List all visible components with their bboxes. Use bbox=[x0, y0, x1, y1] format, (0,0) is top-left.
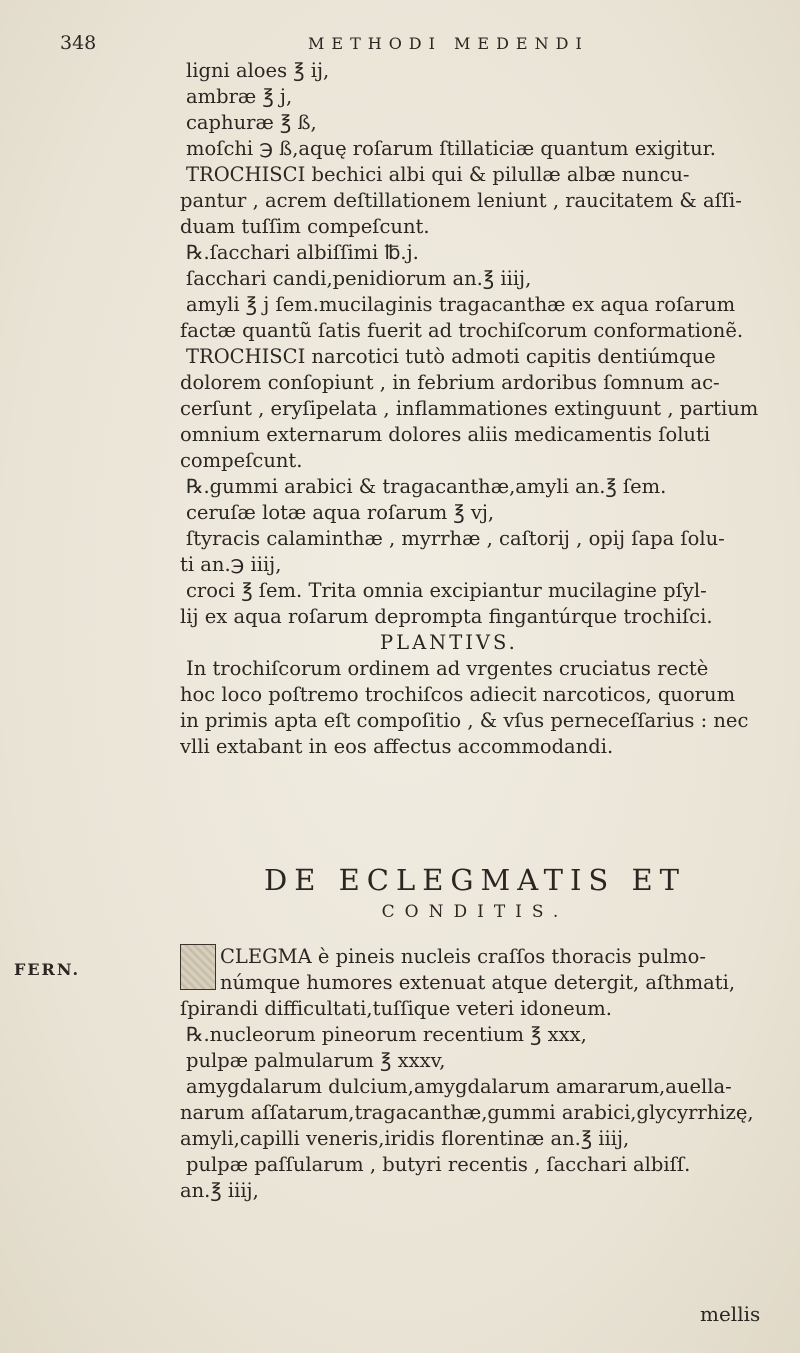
text-line bbox=[180, 266, 770, 292]
text-line bbox=[180, 708, 770, 734]
text-line bbox=[180, 630, 770, 656]
page-header bbox=[60, 30, 760, 60]
text-line bbox=[180, 344, 770, 370]
text-line-content: amyli ℥ j ſem.mucilaginis tragacanthæ ex aqua roſarum bbox=[186, 293, 736, 316]
text-line-content: pulpæ paſſularum , butyri recentis , ſacchari albiſſ. bbox=[186, 1153, 691, 1176]
text-line bbox=[180, 734, 770, 760]
text-line-content: vlli extabant in eos affectus accommodandi. bbox=[180, 735, 614, 758]
text-line-content: pantur , acrem deſtillationem leniunt , raucitatem & aſſi- bbox=[180, 189, 742, 212]
body-text-lower bbox=[180, 944, 770, 1204]
text-line-content: ℞.gummi arabici & tragacanthæ,amyli an.℥ ſem. bbox=[186, 475, 667, 498]
text-line-content: ℞.ſacchari albiſſimi ℔.j. bbox=[186, 241, 419, 264]
text-line bbox=[180, 318, 770, 344]
text-line-content: amyli,capilli veneris,iridis florentinæ an.℥ iiij, bbox=[180, 1127, 630, 1150]
text-line bbox=[180, 944, 770, 970]
text-line bbox=[180, 370, 770, 396]
text-line bbox=[180, 58, 770, 84]
text-line bbox=[180, 422, 770, 448]
decorated-initial-icon bbox=[180, 944, 216, 990]
text-line bbox=[180, 162, 770, 188]
text-line-content: cerſunt , eryſipelata , inflammationes extinguunt , partium bbox=[180, 397, 759, 420]
margin-note: FERN. bbox=[14, 960, 81, 979]
text-line-content: an.℥ iiij, bbox=[180, 1179, 259, 1202]
text-line bbox=[180, 1100, 770, 1126]
text-line-content: hoc loco poſtremo trochiſcos adiecit narcoticos, quorum bbox=[180, 683, 736, 706]
text-line bbox=[180, 188, 770, 214]
text-line bbox=[180, 396, 770, 422]
text-line-content: compeſcunt. bbox=[180, 449, 303, 472]
text-line bbox=[180, 1126, 770, 1152]
text-line-content: CLEGMA è pineis nucleis craſſos thoracis pulmo- bbox=[220, 945, 706, 968]
text-line bbox=[180, 1152, 770, 1178]
text-line-content: pulpæ palmularum ℥ xxxv, bbox=[186, 1049, 446, 1072]
text-line bbox=[180, 292, 770, 318]
text-line-content: duam tuſſim compeſcunt. bbox=[180, 215, 430, 238]
text-line-content: ſtyracis calaminthæ , myrrhæ , caſtorij , opij ſapa ſolu- bbox=[186, 527, 725, 550]
text-line-content: TROCHISCI narcotici tutò admoti capitis dentiúmque bbox=[186, 345, 716, 368]
text-line-content: moſchi ℈ ß,aquę roſarum ſtillaticiæ quantum exigitur. bbox=[186, 137, 717, 160]
text-line bbox=[180, 136, 770, 162]
text-line-content: croci ℥ ſem. Trita omnia excipiantur mucilagine pſyl- bbox=[186, 579, 707, 602]
text-line-content: ſacchari candi,penidiorum an.℥ iiij, bbox=[186, 267, 532, 290]
text-line-content: ceruſæ lotæ aqua roſarum ℥ vj, bbox=[186, 501, 495, 524]
text-line bbox=[180, 578, 770, 604]
text-line bbox=[180, 656, 770, 682]
text-line-content: dolorem conſopiunt , in febrium ardoribus ſomnum ac- bbox=[180, 371, 720, 394]
text-line-content: ℞.nucleorum pineorum recentium ℥ xxx, bbox=[186, 1023, 587, 1046]
page-number: 348 bbox=[60, 32, 97, 54]
text-line-content: In trochiſcorum ordinem ad vrgentes cruciatus rectè bbox=[186, 657, 709, 680]
text-line-content: ligni aloes ℥ ij, bbox=[186, 59, 330, 82]
body-text-upper bbox=[180, 58, 770, 760]
catchword: mellis bbox=[700, 1302, 761, 1326]
text-line bbox=[180, 500, 770, 526]
text-line-content: ti an.℈ iiij, bbox=[180, 553, 282, 576]
text-line-content: númque humores extenuat atque detergit, aſthmati, bbox=[220, 971, 736, 994]
text-line bbox=[180, 110, 770, 136]
text-line-content: PLANTIVS. bbox=[380, 631, 518, 654]
text-line bbox=[180, 526, 770, 552]
text-line bbox=[180, 1178, 770, 1204]
text-line bbox=[180, 1022, 770, 1048]
text-line bbox=[180, 214, 770, 240]
text-line-content: in primis apta eſt compoſitio , & vſus perneceſſarius : nec bbox=[180, 709, 749, 732]
text-line bbox=[180, 552, 770, 578]
section-subtitle: CONDITIS. bbox=[381, 902, 569, 922]
text-line-content: amygdalarum dulcium,amygdalarum amararum,auella- bbox=[186, 1075, 732, 1098]
text-line-content: TROCHISCI bechici albi qui & pilullæ albæ nuncu- bbox=[186, 163, 690, 186]
text-line bbox=[180, 448, 770, 474]
text-line-content: narum aſſatarum,tragacanthæ,gummi arabici,glycyrrhizę, bbox=[180, 1101, 754, 1124]
text-line bbox=[180, 682, 770, 708]
text-line-content: omnium externarum dolores aliis medicamentis ſoluti bbox=[180, 423, 711, 446]
text-line-content: lij ex aqua roſarum deprompta fingantúrque trochiſci. bbox=[180, 605, 713, 628]
text-line bbox=[180, 240, 770, 266]
text-line bbox=[180, 604, 770, 630]
text-line bbox=[180, 970, 770, 996]
running-head: METHODI MEDENDI bbox=[308, 34, 589, 53]
text-line bbox=[180, 474, 770, 500]
text-line bbox=[180, 1048, 770, 1074]
text-line bbox=[180, 1074, 770, 1100]
text-line-content: ſpirandi difficultati,tuſſique veteri idoneum. bbox=[180, 997, 612, 1020]
text-line-content: factæ quantũ ſatis fuerit ad trochiſcorum conformationẽ. bbox=[180, 319, 744, 342]
text-line bbox=[180, 996, 770, 1022]
text-line-content: caphuræ ℥ ß, bbox=[186, 111, 317, 134]
text-line bbox=[180, 84, 770, 110]
section-title: DE ECLEGMATIS ET bbox=[263, 863, 687, 897]
text-line-content: ambræ ℥ j, bbox=[186, 85, 293, 108]
